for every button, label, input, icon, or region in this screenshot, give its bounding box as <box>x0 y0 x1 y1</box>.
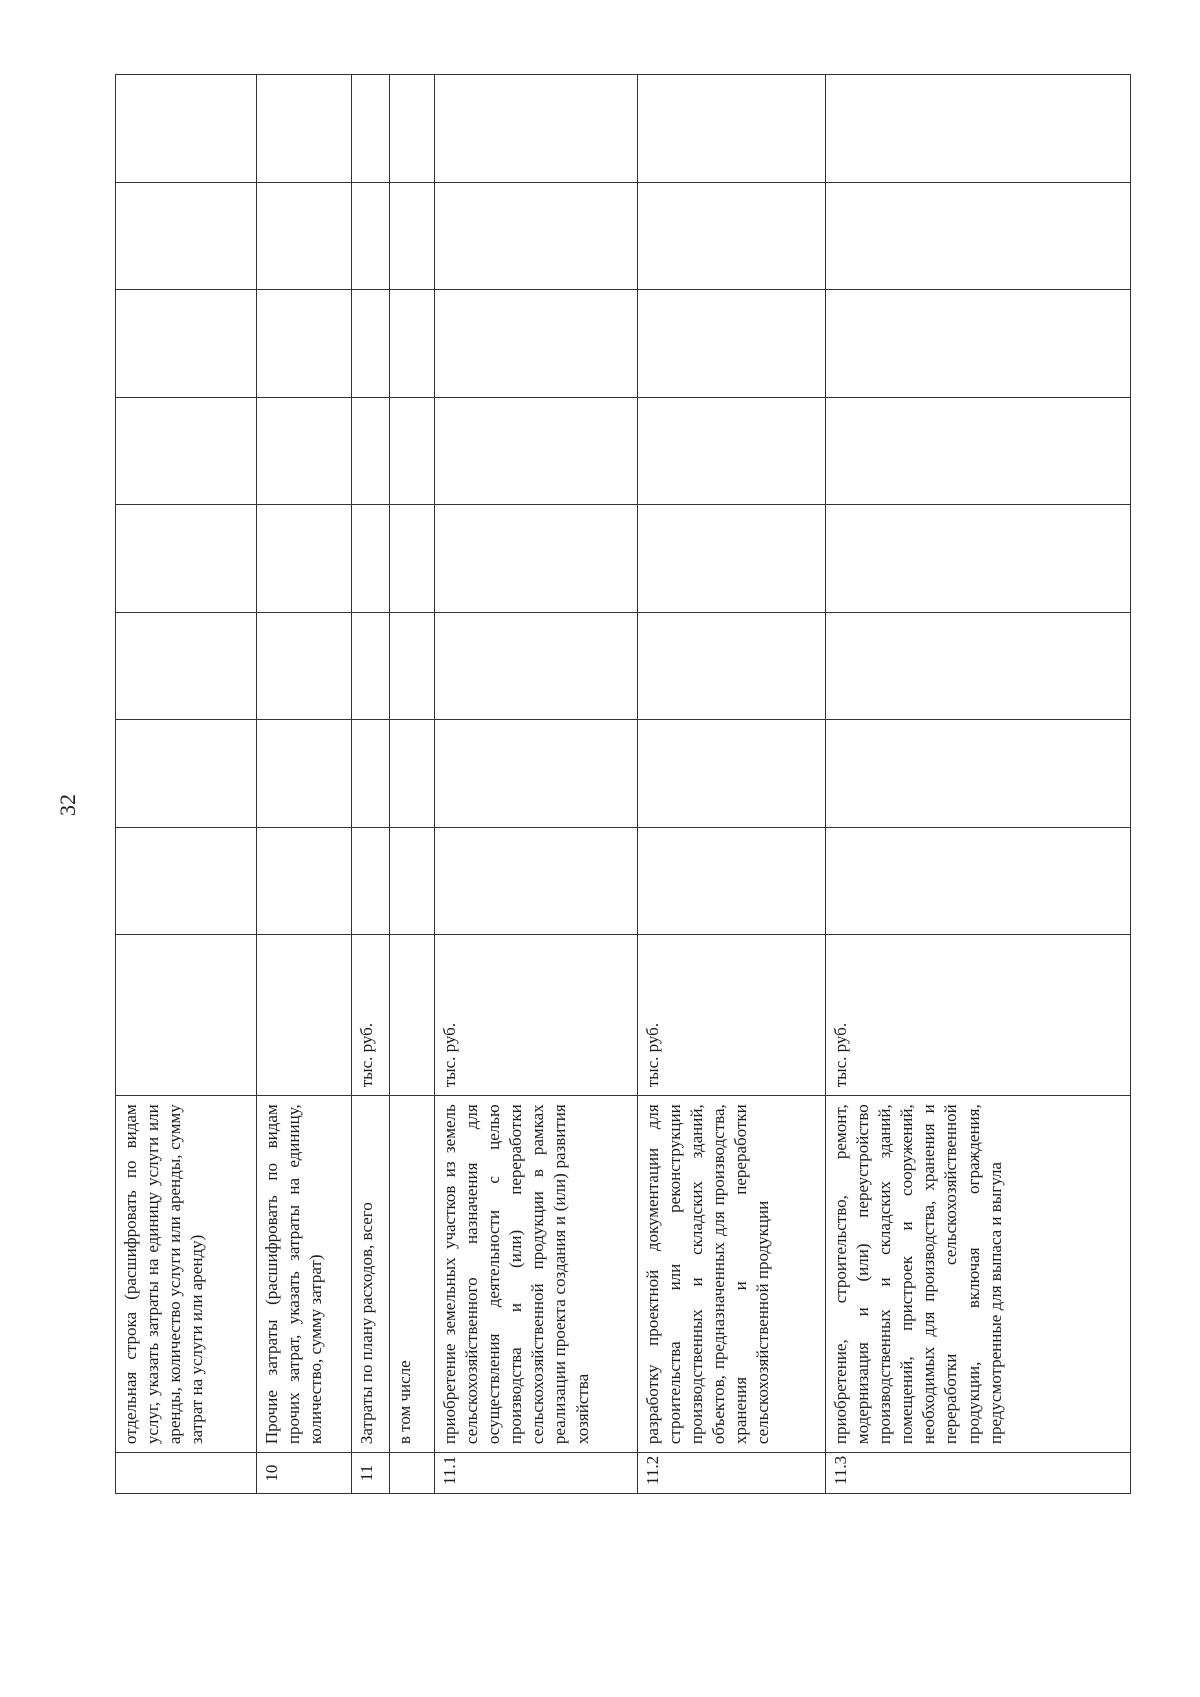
value-cell <box>390 397 435 505</box>
value-cell <box>390 612 435 720</box>
row-unit: тыс. руб. <box>435 935 638 1096</box>
value-cell <box>116 182 257 290</box>
table-container <box>115 74 1130 1494</box>
table-row <box>390 75 435 1494</box>
value-cell <box>826 505 1131 613</box>
row-unit <box>116 935 257 1096</box>
value-cell <box>352 720 390 828</box>
value-cell <box>116 720 257 828</box>
value-cell <box>435 612 638 720</box>
value-cell <box>435 397 638 505</box>
value-cell <box>435 182 638 290</box>
value-cell <box>116 290 257 398</box>
row-description: отдельная строка (расшифровать по видам услуг, указать затраты на единицу услуги или аренды, количество услуги или аренды, сумму затрат на услуги или аренду) <box>116 1096 257 1453</box>
expense-table <box>115 74 1131 1494</box>
value-cell <box>352 505 390 613</box>
row-description: Затраты по плану расходов, всего <box>352 1096 390 1453</box>
value-cell <box>257 75 352 183</box>
row-number <box>390 1453 435 1494</box>
value-cell <box>116 612 257 720</box>
value-cell <box>352 182 390 290</box>
table-row <box>116 75 257 1494</box>
value-cell <box>435 827 638 935</box>
value-cell <box>435 290 638 398</box>
row-description: разработку проектной документации для строительства или реконструкции производственных и складских зданий, объектов, предназначенных для производства, хранения и переработки сельскохозяйственной продукции <box>638 1096 826 1453</box>
value-cell <box>116 397 257 505</box>
value-cell <box>257 505 352 613</box>
value-cell <box>826 720 1131 828</box>
value-cell <box>435 75 638 183</box>
value-cell <box>826 397 1131 505</box>
value-cell <box>638 182 826 290</box>
value-cell <box>638 505 826 613</box>
row-number: 11.3 <box>826 1453 1131 1494</box>
value-cell <box>257 612 352 720</box>
page-number: 32 <box>55 794 80 816</box>
value-cell <box>435 720 638 828</box>
value-cell <box>638 720 826 828</box>
value-cell <box>116 827 257 935</box>
value-cell <box>826 290 1131 398</box>
value-cell <box>390 182 435 290</box>
value-cell <box>257 827 352 935</box>
value-cell <box>257 720 352 828</box>
value-cell <box>638 397 826 505</box>
value-cell <box>352 290 390 398</box>
row-number: 11 <box>352 1453 390 1494</box>
row-unit <box>390 935 435 1096</box>
row-unit: тыс. руб. <box>352 935 390 1096</box>
value-cell <box>352 612 390 720</box>
value-cell <box>257 290 352 398</box>
row-unit: тыс. руб. <box>638 935 826 1096</box>
value-cell <box>390 827 435 935</box>
value-cell <box>116 75 257 183</box>
table-row <box>826 75 1131 1494</box>
value-cell <box>390 720 435 828</box>
table-row <box>435 75 638 1494</box>
row-description: в том числе <box>390 1096 435 1453</box>
value-cell <box>390 290 435 398</box>
row-unit: тыс. руб. <box>826 935 1131 1096</box>
value-cell <box>826 827 1131 935</box>
value-cell <box>352 75 390 183</box>
value-cell <box>257 397 352 505</box>
value-cell <box>638 290 826 398</box>
row-number: 11.2 <box>638 1453 826 1494</box>
row-description: Прочие затраты (расшифровать по видам прочих затрат, указать затраты на единицу, количество, сумму затрат) <box>257 1096 352 1453</box>
value-cell <box>826 182 1131 290</box>
table-row <box>352 75 390 1494</box>
value-cell <box>826 612 1131 720</box>
value-cell <box>638 75 826 183</box>
value-cell <box>352 827 390 935</box>
table-row <box>638 75 826 1494</box>
row-number: 10 <box>257 1453 352 1494</box>
value-cell <box>390 505 435 613</box>
value-cell <box>352 397 390 505</box>
row-description: приобретение, строительство, ремонт, модернизация и (или) переустройство производственных и складских зданий, помещений, пристроек и сооружений, необходимых для производства, хранения и переработки сельскохозяйственной продукции, включая ограждения, предусмотренные для выпаса и выгула <box>826 1096 1131 1453</box>
row-description: приобретение земельных участков из земель сельскохозяйственного назначения для осуществления деятельности с целью производства и (или) переработки сельскохозяйственной продукции в рамках реализации проекта создания и (или) развития хозяйства <box>435 1096 638 1453</box>
value-cell <box>435 505 638 613</box>
value-cell <box>638 827 826 935</box>
value-cell <box>826 75 1131 183</box>
value-cell <box>116 505 257 613</box>
value-cell <box>390 75 435 183</box>
row-number: 11.1 <box>435 1453 638 1494</box>
value-cell <box>638 612 826 720</box>
row-unit <box>257 935 352 1096</box>
value-cell <box>257 182 352 290</box>
row-number <box>116 1453 257 1494</box>
table-row <box>257 75 352 1494</box>
